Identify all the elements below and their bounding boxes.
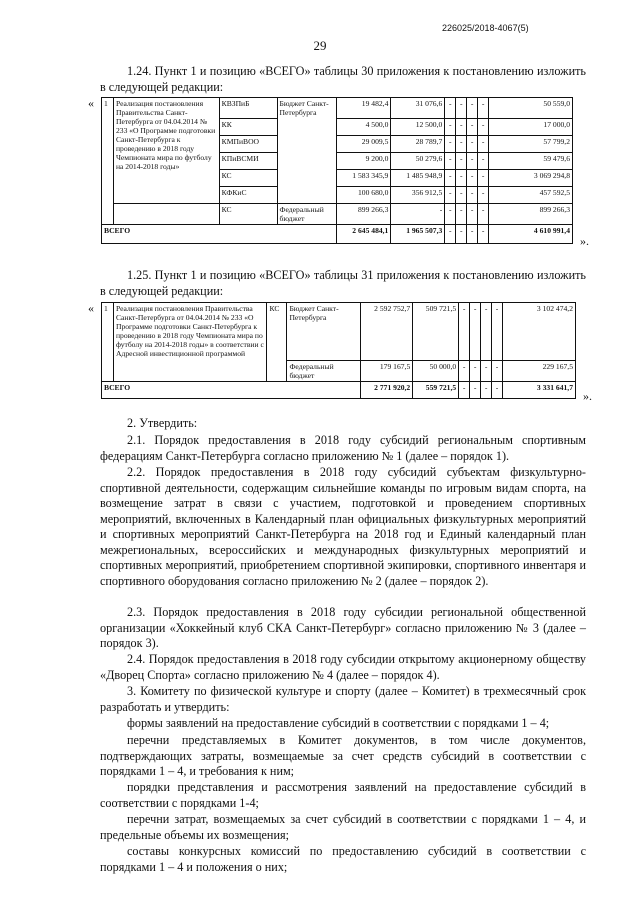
amount-cell: 899 266,3: [337, 204, 391, 225]
amount-cell: -: [478, 153, 489, 170]
table-31-close-quote: ».: [583, 389, 592, 403]
executor-cell: КС: [219, 204, 277, 225]
amount-cell: 50 000,0: [413, 361, 459, 382]
event-name-cell: Реализация постановления Правительства Санкт-Петербурга от 04.04.2014 № 233 «О Программе подготовки Санкт-Петербурга к проведению в 2018 году Чемпионата мира по футболу на 2014-2018 годы» в соответствии с Адресной инвестиционной программой: [113, 303, 267, 382]
total-amount-cell: 457 592,5: [489, 187, 573, 204]
amount-cell: -: [456, 119, 467, 136]
amount-cell: -: [456, 187, 467, 204]
amount-cell: 509 721,5: [413, 303, 459, 361]
executor-cell: КФКиС: [219, 187, 277, 204]
amount-cell: 4 500,0: [337, 119, 391, 136]
executor-cell: КС: [267, 303, 287, 382]
table-30-close-quote: ».: [580, 234, 589, 248]
total-amount-cell: 17 000,0: [489, 119, 573, 136]
amount-cell: -: [456, 98, 467, 119]
table-row: [102, 303, 576, 361]
total-amount-cell: -: [492, 382, 503, 399]
paragraph-2-1: 2.1. Порядок предоставления в 2018 году субсидий региональным спортивным федерациям Санкт-Петербурга согласно приложению № 1 (далее – порядок 1).: [100, 433, 586, 463]
paragraph-2-3: 2.3. Порядок предоставления в 2018 году субсидии региональной общественной организации «Хоккейный клуб СКА Санкт-Петербург» согласно приложению № 3 (далее – порядок 3).: [100, 605, 586, 650]
amount-cell: 2 592 752,7: [361, 303, 413, 361]
amount-cell: -: [467, 204, 478, 225]
table-total-row: [102, 225, 573, 244]
amount-cell: -: [445, 187, 456, 204]
table-30: [101, 97, 573, 244]
amount-cell: -: [467, 170, 478, 187]
amount-cell: -: [456, 153, 467, 170]
amount-cell: -: [459, 303, 470, 361]
amount-cell: -: [456, 136, 467, 153]
total-label-cell: ВСЕГО: [102, 225, 337, 244]
funding-source-cell: Бюджет Санкт-Петербурга: [287, 303, 361, 361]
total-amount-cell: -: [467, 225, 478, 244]
amount-cell: -: [445, 153, 456, 170]
total-amount-cell: -: [470, 382, 481, 399]
executor-cell: КПиВСМИ: [219, 153, 277, 170]
amount-cell: 12 500,0: [391, 119, 445, 136]
amount-cell: -: [467, 136, 478, 153]
amount-cell: -: [456, 170, 467, 187]
amount-cell: -: [445, 98, 456, 119]
total-amount-cell: 1 965 507,3: [391, 225, 445, 244]
paragraph-3-procedures: порядки представления и рассмотрения заявлений на предоставление субсидий в соответствии с порядками 1-4;: [100, 780, 586, 810]
total-amount-cell: -: [445, 225, 456, 244]
paragraph-2-2: 2.2. Порядок предоставления в 2018 году субсидий субъектам физкультурно-спортивной деятельности, содержащим сильнейшие команды по игровым видам спорта, на возмещение затрат в связи с участием, подготовкой и проведением спортивных мероприятий, включенных в Календарный план официальных физкультурных мероприятий и спортивных мероприятий Санкт-Петербурга на 2018 год и Единый календарный план межрегиональных, всероссийских и международных физкультурных мероприятий и спортивных мероприятий, приобретением спортивной экипировки, спортивного инвентаря и спортивного оборудования согласно приложению № 2 (далее – порядок 2).: [100, 465, 586, 588]
amount-cell: 100 680,0: [337, 187, 391, 204]
total-amount-cell: -: [481, 382, 492, 399]
amount-cell: -: [478, 170, 489, 187]
amount-cell: -: [467, 187, 478, 204]
amount-cell: -: [456, 204, 467, 225]
amount-cell: 29 009,5: [337, 136, 391, 153]
total-amount-cell: 3 069 294,8: [489, 170, 573, 187]
amount-cell: 28 789,7: [391, 136, 445, 153]
total-amount-cell: -: [459, 382, 470, 399]
amount-cell: -: [467, 153, 478, 170]
total-amount-cell: -: [456, 225, 467, 244]
amount-cell: -: [478, 187, 489, 204]
amount-cell: -: [445, 119, 456, 136]
total-amount-cell: 559 721,5: [413, 382, 459, 399]
total-amount-cell: 2 771 920,2: [361, 382, 413, 399]
paragraph-2-4: 2.4. Порядок предоставления в 2018 году субсидии открытому акционерному обществу «Дворец Спорта» согласно приложению № 4 (далее – порядок 4).: [100, 652, 586, 682]
amount-cell: -: [481, 303, 492, 361]
amount-cell: -: [467, 119, 478, 136]
amount-cell: 356 912,5: [391, 187, 445, 204]
paragraph-3-commissions: составы конкурсных комиссий по предоставлению субсидий в соответствии с порядками 1 – 4 и положения о них;: [100, 844, 586, 874]
amount-cell: -: [470, 361, 481, 382]
paragraph-1-25: 1.25. Пункт 1 и позицию «ВСЕГО» таблицы 31 приложения к постановлению изложить в следующей редакции:: [100, 268, 586, 298]
funding-source-cell: Федеральный бюджет: [277, 204, 337, 225]
amount-cell: -: [478, 98, 489, 119]
amount-cell: -: [467, 98, 478, 119]
paragraph-2: 2. Утвердить:: [127, 416, 198, 430]
paragraph-3-document-lists: перечни представляемых в Комитет документов, в том числе документов, подтверждающих затраты, возмещаемые за счет средств субсидий в соответствии с порядками 1 – 4, и требования к ним;: [100, 733, 586, 778]
amount-cell: 50 279,6: [391, 153, 445, 170]
row-number-cell: 1: [102, 98, 114, 225]
amount-cell: -: [492, 361, 503, 382]
total-label-cell: ВСЕГО: [102, 382, 361, 399]
amount-cell: 9 200,0: [337, 153, 391, 170]
table-31-open-quote: «: [88, 301, 94, 315]
funding-source-cell: Бюджет Санкт-Петербурга: [277, 98, 337, 204]
amount-cell: -: [459, 361, 470, 382]
paragraph-1-24: 1.24. Пункт 1 и позицию «ВСЕГО» таблицы 30 приложения к постановлению изложить в следующей редакции:: [100, 64, 586, 94]
paragraph-3-cost-lists: перечни затрат, возмещаемых за счет субсидий в соответствии с порядками 1 – 4, и предельные объемы их возмещения;: [100, 812, 586, 842]
table-31: [101, 302, 576, 399]
total-amount-cell: 59 479,6: [489, 153, 573, 170]
event-name-cell-empty: [113, 204, 219, 225]
amount-cell: 19 482,4: [337, 98, 391, 119]
total-amount-cell: 3 102 474,2: [503, 303, 576, 361]
paragraph-3-forms: формы заявлений на предоставление субсидий в соответствии с порядками 1 – 4;: [127, 716, 550, 730]
grand-total-cell: 4 610 991,4: [489, 225, 573, 244]
document-code: 226025/2018-4067(5): [442, 23, 529, 33]
total-amount-cell: 229 167,5: [503, 361, 576, 382]
grand-total-cell: 3 331 641,7: [503, 382, 576, 399]
table-30-open-quote: «: [88, 96, 94, 110]
amount-cell: -: [391, 204, 445, 225]
amount-cell: -: [481, 361, 492, 382]
amount-cell: -: [478, 119, 489, 136]
funding-source-cell: Федеральный бюджет: [287, 361, 361, 382]
table-row: [102, 98, 573, 119]
table-total-row: [102, 382, 576, 399]
amount-cell: -: [445, 204, 456, 225]
amount-cell: -: [470, 303, 481, 361]
event-name-cell: Реализация постановления Правительства Санкт-Петербурга от 04.04.2014 № 233 «О Программе подготовки Санкт-Петербурга к проведению в 2018 году Чемпионата мира по футболу на 2014-2018 годы»: [113, 98, 219, 204]
amount-cell: -: [478, 204, 489, 225]
amount-cell: -: [445, 170, 456, 187]
total-amount-cell: 2 645 484,1: [337, 225, 391, 244]
total-amount-cell: -: [478, 225, 489, 244]
row-number-cell: 1: [102, 303, 114, 382]
total-amount-cell: 50 559,0: [489, 98, 573, 119]
amount-cell: -: [445, 136, 456, 153]
executor-cell: КК: [219, 119, 277, 136]
amount-cell: 31 076,6: [391, 98, 445, 119]
executor-cell: КС: [219, 170, 277, 187]
amount-cell: 1 485 948,9: [391, 170, 445, 187]
total-amount-cell: 899 266,3: [489, 204, 573, 225]
page-number: 29: [313, 38, 327, 53]
amount-cell: -: [478, 136, 489, 153]
amount-cell: 1 583 345,9: [337, 170, 391, 187]
amount-cell: 179 167,5: [361, 361, 413, 382]
executor-cell: КВЗПиБ: [219, 98, 277, 119]
total-amount-cell: 57 799,2: [489, 136, 573, 153]
paragraph-3: 3. Комитету по физической культуре и спорту (далее – Комитет) в трехмесячный срок разработать и утвердить:: [100, 684, 586, 714]
table-row: [102, 204, 573, 225]
executor-cell: КМПиВОО: [219, 136, 277, 153]
amount-cell: -: [492, 303, 503, 361]
